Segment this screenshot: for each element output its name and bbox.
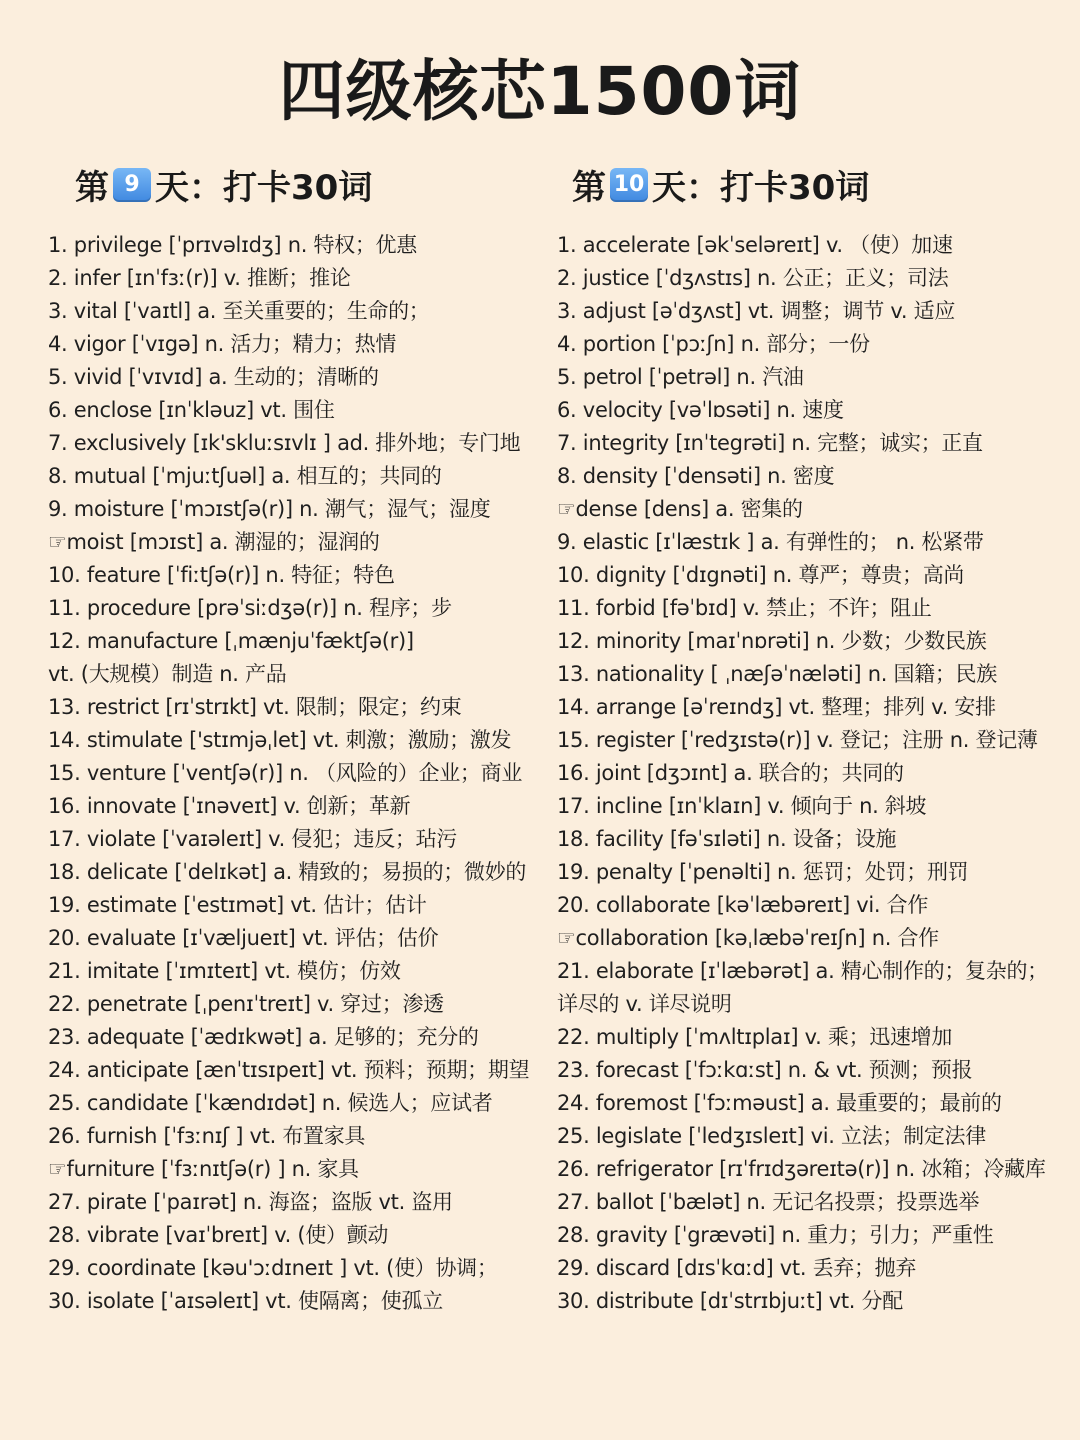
- word-entry: 16. innovate [ˈɪnəveɪt] v. 创新；革新: [48, 794, 411, 818]
- word-entry: 11. forbid [fəˈbɪd] v. 禁止；不许；阻止: [557, 596, 932, 620]
- word-entry: 24. foremost [ˈfɔːməust] a. 最重要的；最前的: [557, 1091, 1002, 1115]
- word-entry: 17. violate [ˈvaɪəleɪt] v. 侵犯；违反；玷污: [48, 827, 458, 851]
- word-entry: ☞moist [mɔɪst] a. 潮湿的；湿润的: [48, 530, 380, 554]
- word-entry: 26. refrigerator [rɪˈfrɪdʒəreɪtə(r)] n. 冰箱；冷藏库: [557, 1157, 1046, 1181]
- day-number-badge: 10: [610, 168, 648, 202]
- word-entry: 18. facility [fəˈsɪləti] n. 设备；设施: [557, 827, 897, 851]
- word-entry: 6. enclose [ɪnˈkləuz] vt. 围住: [48, 398, 335, 422]
- day-suffix: 天：打卡30词: [155, 168, 373, 208]
- word-entry: 30. distribute [dɪˈstrɪbjuːt] vt. 分配: [557, 1289, 903, 1313]
- word-entry: 1. privilege [ˈprɪvəlɪdʒ] n. 特权；优惠: [48, 233, 417, 257]
- word-entry: 29. coordinate [kəu'ɔːdɪneɪt ] vt. (使）协调；: [48, 1256, 498, 1280]
- word-entry: 10. dignity [ˈdɪgnəti] n. 尊严；尊贵；高尚: [557, 563, 965, 587]
- day-prefix: 第: [75, 168, 109, 208]
- word-entry: 4. vigor [ˈvɪgə] n. 活力；精力；热情: [48, 332, 397, 356]
- word-entry: 17. incline [ɪnˈklaɪn] v. 倾向于 n. 斜坡: [557, 794, 927, 818]
- word-entry: 21. elaborate [ɪˈlæbərət] a. 精心制作的；复杂的；: [557, 959, 1048, 983]
- word-entry: 14. arrange [əˈreɪndʒ] vt. 整理；排列 v. 安排: [557, 695, 996, 719]
- word-entry: 3. adjust [əˈdʒʌst] vt. 调整；调节 v. 适应: [557, 299, 956, 323]
- word-entry: 9. moisture [ˈmɔɪstʃə(r)] n. 潮气；湿气；湿度: [48, 497, 491, 521]
- word-entry: 11. procedure [prəˈsiːdʒə(r)] n. 程序；步: [48, 596, 452, 620]
- day-number-badge: 9: [113, 168, 151, 202]
- word-entry: 23. forecast [ˈfɔːkɑːst] n. & vt. 预测；预报: [557, 1058, 973, 1082]
- word-entry: 25. candidate [ˈkændɪdət] n. 候选人；应试者: [48, 1091, 493, 1115]
- word-entry: 28. gravity [ˈgrævəti] n. 重力；引力；严重性: [557, 1223, 994, 1247]
- word-entry: 25. legislate [ˈledʒɪsleɪt] vi. 立法；制定法律: [557, 1124, 986, 1148]
- word-entry: 14. stimulate ['stɪmjəˌlet] vt. 刺激；激励；激发: [48, 728, 512, 752]
- word-entry: 12. manufacture [ˌmænjuˈfæktʃə(r)]: [48, 629, 414, 653]
- word-entry: ☞dense [dens] a. 密集的: [557, 497, 803, 521]
- word-entry: 13. restrict [rɪˈstrɪkt] vt. 限制；限定；约束: [48, 695, 462, 719]
- word-entry: 3. vital [ˈvaɪtl] a. 至关重要的；生命的；: [48, 299, 430, 323]
- word-entry: 28. vibrate [vaɪˈbreɪt] v. (使）颤动: [48, 1223, 389, 1247]
- word-entry: 26. furnish [ˈfɜːnɪʃ ] vt. 布置家具: [48, 1124, 366, 1148]
- word-entry: 7. exclusively [ɪk'skluːsɪvlɪ ] ad. 排外地；专门地: [48, 431, 521, 455]
- word-entry: 5. petrol [ˈpetrəl] n. 汽油: [557, 365, 804, 389]
- word-entry: 15. register [ˈredʒɪstə(r)] v. 登记；注册 n. 登记薄: [557, 728, 1038, 752]
- word-entry: 8. mutual [ˈmjuːtʃuəl] a. 相互的；共同的: [48, 464, 442, 488]
- word-entry: 19. estimate [ˈestɪmət] vt. 估计；估计: [48, 893, 427, 917]
- day-9-word-list: [48, 229, 554, 1318]
- word-entry: 5. vivid [ˈvɪvɪd] a. 生动的；清晰的: [48, 365, 379, 389]
- word-entry: 16. joint [dʒɔɪnt] a. 联合的；共同的: [557, 761, 904, 785]
- word-entry: 29. discard [dɪsˈkɑːd] vt. 丢弃；抛弃: [557, 1256, 917, 1280]
- word-entry: 22. multiply [ˈmʌltɪplaɪ] v. 乘；迅速增加: [557, 1025, 953, 1049]
- word-entry: ☞furniture [ˈfɜːnɪtʃə(r) ] n. 家具: [48, 1157, 359, 1181]
- word-entry: 20. collaborate [kəˈlæbəreɪt] vi. 合作: [557, 893, 929, 917]
- day-9-heading: [75, 160, 372, 209]
- page-title: 四级核芯1500词: [278, 53, 802, 130]
- word-entry: 27. pirate [ˈpaɪrət] n. 海盗；盗版 vt. 盗用: [48, 1190, 453, 1214]
- word-entry: 7. integrity [ɪnˈtegrəti] n. 完整；诚实；正直: [557, 431, 983, 455]
- word-entry: 8. density [ˈdensəti] n. 密度: [557, 464, 835, 488]
- day-10-word-list: [557, 229, 1077, 1318]
- word-entry: 4. portion [ˈpɔːʃn] n. 部分；一份: [557, 332, 870, 356]
- word-entry: 6. velocity [vəˈlɒsəti] n. 速度: [557, 398, 844, 422]
- word-entry: vt. (大规模）制造 n. 产品: [48, 662, 287, 686]
- word-entry: 22. penetrate [ˌpenɪˈtreɪt] v. 穿过；渗透: [48, 992, 444, 1016]
- word-entry: 13. nationality [ ˌnæʃəˈnæləti] n. 国籍；民族: [557, 662, 997, 686]
- word-entry: 10. feature [ˈfiːtʃə(r)] n. 特征；特色: [48, 563, 395, 587]
- word-entry: 30. isolate [ˈaɪsəleɪt] vt. 使隔离；使孤立: [48, 1289, 443, 1313]
- word-entry: ☞collaboration [kəˌlæbəˈreɪʃn] n. 合作: [557, 926, 939, 950]
- word-entry: 24. anticipate [ænˈtɪsɪpeɪt] vt. 预料；预期；期望: [48, 1058, 530, 1082]
- word-entry: 12. minority [maɪˈnɒrəti] n. 少数；少数民族: [557, 629, 987, 653]
- word-entry: 18. delicate [ˈdelɪkət] a. 精致的；易损的；微妙的: [48, 860, 527, 884]
- word-entry: 2. infer [ɪnˈfɜː(r)] v. 推断；推论: [48, 266, 351, 290]
- word-entry: 20. evaluate [ɪˈvæljueɪt] vt. 评估；估价: [48, 926, 439, 950]
- word-entry: 1. accelerate [əkˈseləreɪt] v. （使）加速: [557, 233, 953, 257]
- word-entry: 23. adequate [ˈædɪkwət] a. 足够的；充分的: [48, 1025, 479, 1049]
- word-entry: 15. venture [ˈventʃə(r)] n. （风险的）企业；商业: [48, 761, 523, 785]
- word-entry: 27. ballot [ˈbælət] n. 无记名投票；投票选举: [557, 1190, 980, 1214]
- day-prefix: 第: [572, 168, 606, 208]
- word-entry: 9. elastic [ɪˈlæstɪk ] a. 有弹性的； n. 松紧带: [557, 530, 984, 554]
- day-suffix: 天：打卡30词: [652, 168, 870, 208]
- day-10-heading: [572, 160, 869, 209]
- word-entry: 详尽的 v. 详尽说明: [557, 992, 732, 1016]
- word-entry: 2. justice [ˈdʒʌstɪs] n. 公正；正义；司法: [557, 266, 949, 290]
- word-entry: 21. imitate [ˈɪmɪteɪt] vt. 模仿；仿效: [48, 959, 401, 983]
- word-entry: 19. penalty [ˈpenəlti] n. 惩罚；处罚；刑罚: [557, 860, 969, 884]
